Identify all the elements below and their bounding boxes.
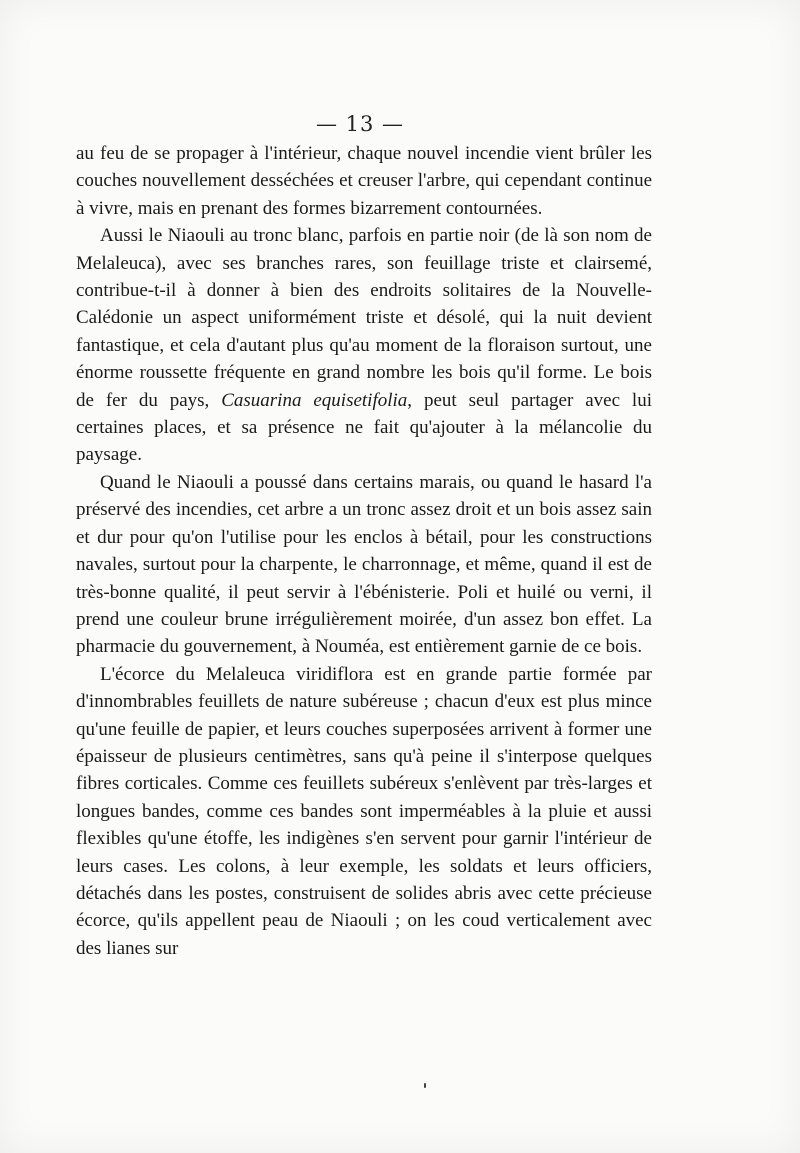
body-text: [76, 140, 652, 962]
paragraph-2-text-after: , peut seul partager avec lui certaines places, et sa présence ne fait qu'ajouter à la mélancolie du paysage.: [76, 389, 652, 466]
paragraph-4-text: L'écorce du Melaleuca viridiflora est en grande partie formée par d'innombrables feuillets de nature subéreuse ; chacun d'eux est plus mince qu'une feuille de papier, et leurs couches superposées arrivent à former une épaisseur de plusieurs centimètres, sans qu'à peine il s'interpose quelques fibres corticales. Comme ces feuillets subéreux s'enlèvent par très-larges et longues bandes, comme ces bandes sont imperméables à la pluie et aussi flexibles qu'une étoffe, les indigènes s'en servent pour garnir l'intérieur de leurs cases. Les colons, à leur exemple, les soldats et leurs officiers, détachés dans les postes, construisent de solides abris avec cette précieuse écorce, qu'ils appellent peau de Niaouli ; on les coud verticalement avec des lianes sur: [76, 663, 652, 959]
species-name-casuarina: Casuarina equisetifolia: [221, 389, 408, 411]
page-number: — 13 —: [315, 112, 405, 136]
paragraph-niaouli-aspect: [76, 222, 652, 469]
paragraph-melaleuca-bark: [76, 661, 652, 962]
paragraph-2-text-before: Aussi le Niaouli au tronc blanc, parfois en partie noir (de là son nom de Melaleuca), avec ses branches rares, son feuillage triste et clairsemé, contribue-t-il à donner à bien des endroits solitaires de la Nouvelle-Calédonie un aspect uniformément triste et désolé, qui la nuit devient fantastique, et cela d'autant plus qu'au moment de la floraison surtout, une énorme roussette fréquente en grand nombre les bois qu'il forme. Le bois de fer du pays,: [76, 225, 652, 411]
print-speck: [424, 1083, 426, 1088]
paragraph-continuation: [76, 140, 652, 222]
paragraph-1-text: au feu de se propager à l'intérieur, chaque nouvel incendie vient brûler les couches nouvellement desséchées et creuser l'arbre, qui cependant continue à vivre, mais en prenant des formes bizarrement contournées.: [76, 143, 652, 219]
paragraph-3-text: Quand le Niaouli a poussé dans certains marais, ou quand le hasard l'a préservé des incendies, cet arbre a un tronc assez droit et un bois assez sain et dur pour qu'on l'utilise pour les enclos à bétail, pour les constructions navales, surtout pour la charpente, le charronnage, et même, quand il est de très-bonne qualité, il peut servir à l'ébénisterie. Poli et huilé ou verni, il prend une couleur brune irrégulièrement moirée, d'un assez bon effet. La pharmacie du gouvernement, à Nouméa, est entièrement garnie de ce bois.: [76, 471, 652, 658]
paragraph-niaouli-wood: [76, 469, 652, 661]
